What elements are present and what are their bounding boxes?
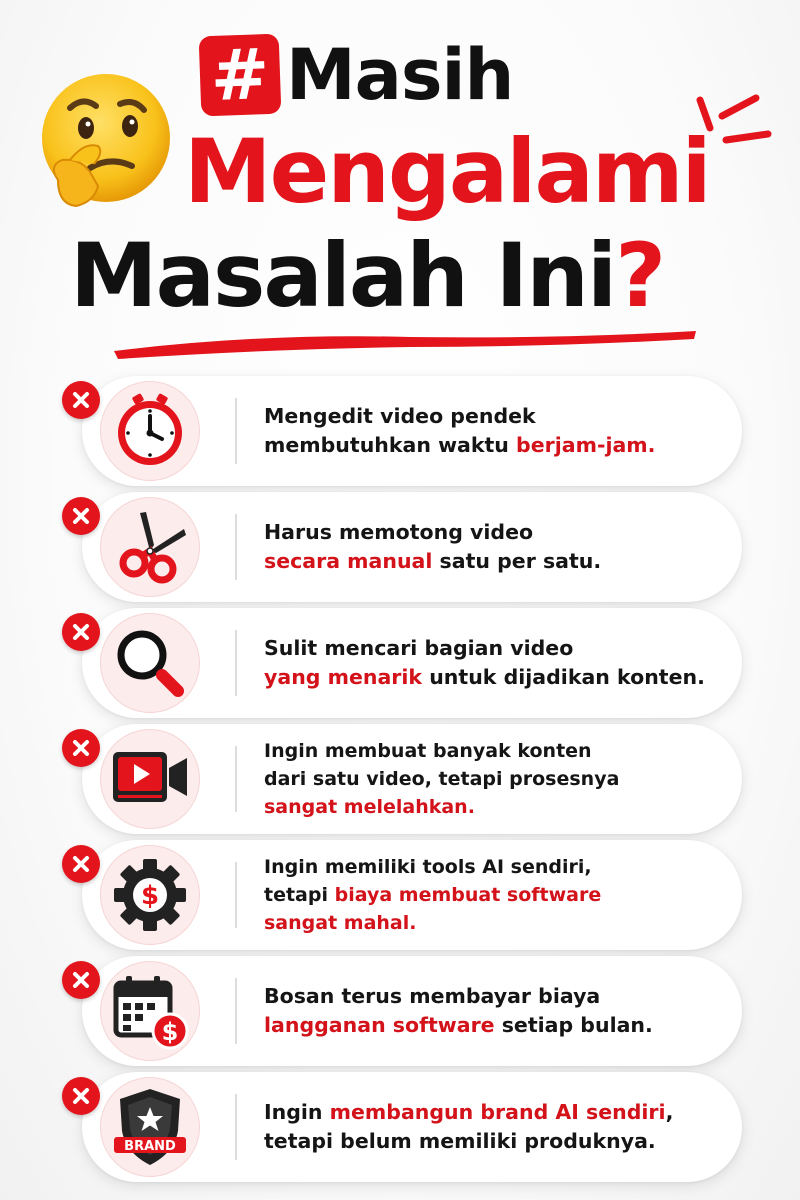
problem-text — [264, 840, 724, 950]
divider — [235, 746, 237, 812]
icon-circle — [100, 1077, 200, 1177]
problem-highlight: biaya membuat software — [334, 884, 602, 906]
divider — [235, 514, 237, 580]
scissors-icon — [110, 507, 190, 587]
problem-row-6 — [82, 956, 742, 1066]
problem-line: Mengedit video pendek — [264, 404, 536, 428]
icon-circle — [100, 381, 200, 481]
calendar-dollar-icon — [110, 971, 190, 1051]
problem-line: Sulit mencari bagian video — [264, 636, 574, 660]
problem-highlight: langganan software — [264, 1013, 495, 1037]
problem-highlight: yang menarik — [264, 665, 423, 689]
problem-highlight: berjam-jam. — [516, 433, 656, 457]
problem-text-plain: untuk dijadikan konten. — [422, 665, 705, 689]
problem-text-plain: tetapi — [264, 884, 335, 906]
gear-dollar-icon — [110, 855, 190, 935]
problem-line — [264, 431, 724, 460]
problem-text — [264, 608, 724, 718]
problem-row-1 — [82, 376, 742, 486]
brand-badge-text: BRAND — [124, 1139, 176, 1154]
x-mark-icon — [62, 497, 100, 535]
problem-line: Bosan terus membayar biaya — [264, 984, 601, 1008]
problem-highlight: sangat melelahkan. — [264, 796, 475, 818]
problem-row-3 — [82, 608, 742, 718]
x-mark-icon — [62, 961, 100, 999]
problem-text-plain: membutuhkan waktu — [264, 433, 517, 457]
problem-text — [264, 492, 724, 602]
problem-line: dari satu video, tetapi prosesnya — [264, 768, 620, 790]
problem-line: Ingin memiliki tools AI sendiri, — [264, 856, 592, 878]
hashtag-badge: # — [199, 34, 282, 117]
problem-highlight: secara manual — [264, 549, 433, 573]
x-mark-icon — [62, 381, 100, 419]
divider — [235, 630, 237, 696]
problem-row-4 — [82, 724, 742, 834]
problem-text-plain: satu per satu. — [432, 549, 602, 573]
problem-text — [264, 376, 724, 486]
divider — [235, 1094, 237, 1160]
problem-text-plain: setiap bulan. — [494, 1013, 653, 1037]
problem-row-7 — [82, 1072, 742, 1182]
problem-text-plain: Ingin — [264, 1100, 330, 1124]
title-line-2: Mengalami — [184, 120, 710, 223]
video-camera-icon — [109, 744, 191, 814]
icon-circle — [100, 497, 200, 597]
divider — [235, 398, 237, 464]
brand-shield-icon — [110, 1085, 190, 1169]
title-line-3-text: Masalah Ini — [70, 224, 616, 327]
divider — [235, 978, 237, 1044]
icon-circle — [100, 613, 200, 713]
problem-text — [264, 1072, 724, 1182]
problem-line — [264, 881, 724, 909]
svg-text:$: $ — [161, 1018, 179, 1046]
svg-text:$: $ — [140, 881, 160, 911]
icon-circle — [100, 961, 200, 1061]
problem-row-5 — [82, 840, 742, 950]
problem-line: tetapi belum memiliki produknya. — [264, 1129, 656, 1153]
problem-line — [264, 1011, 724, 1040]
problem-row-2 — [82, 492, 742, 602]
problem-text — [264, 956, 724, 1066]
x-mark-icon — [62, 845, 100, 883]
problem-highlight: sangat mahal. — [264, 912, 417, 934]
problem-line — [264, 663, 724, 692]
magnifier-icon — [112, 625, 188, 701]
clock-icon — [111, 392, 189, 470]
x-mark-icon — [62, 613, 100, 651]
problem-line: Harus memotong video — [264, 520, 534, 544]
icon-circle — [100, 845, 200, 945]
question-mark: ? — [615, 224, 665, 327]
problem-line — [264, 1098, 724, 1127]
problem-text-plain: , — [665, 1100, 674, 1124]
x-mark-icon — [62, 729, 100, 767]
problem-line — [264, 547, 724, 576]
problem-highlight: membangun brand AI sendiri — [329, 1100, 666, 1124]
x-mark-icon — [62, 1077, 100, 1115]
title-word-masih: Masih — [286, 34, 514, 116]
problem-line: Ingin membuat banyak konten — [264, 740, 592, 762]
divider — [235, 862, 237, 928]
icon-circle — [100, 729, 200, 829]
problem-text — [264, 724, 724, 834]
